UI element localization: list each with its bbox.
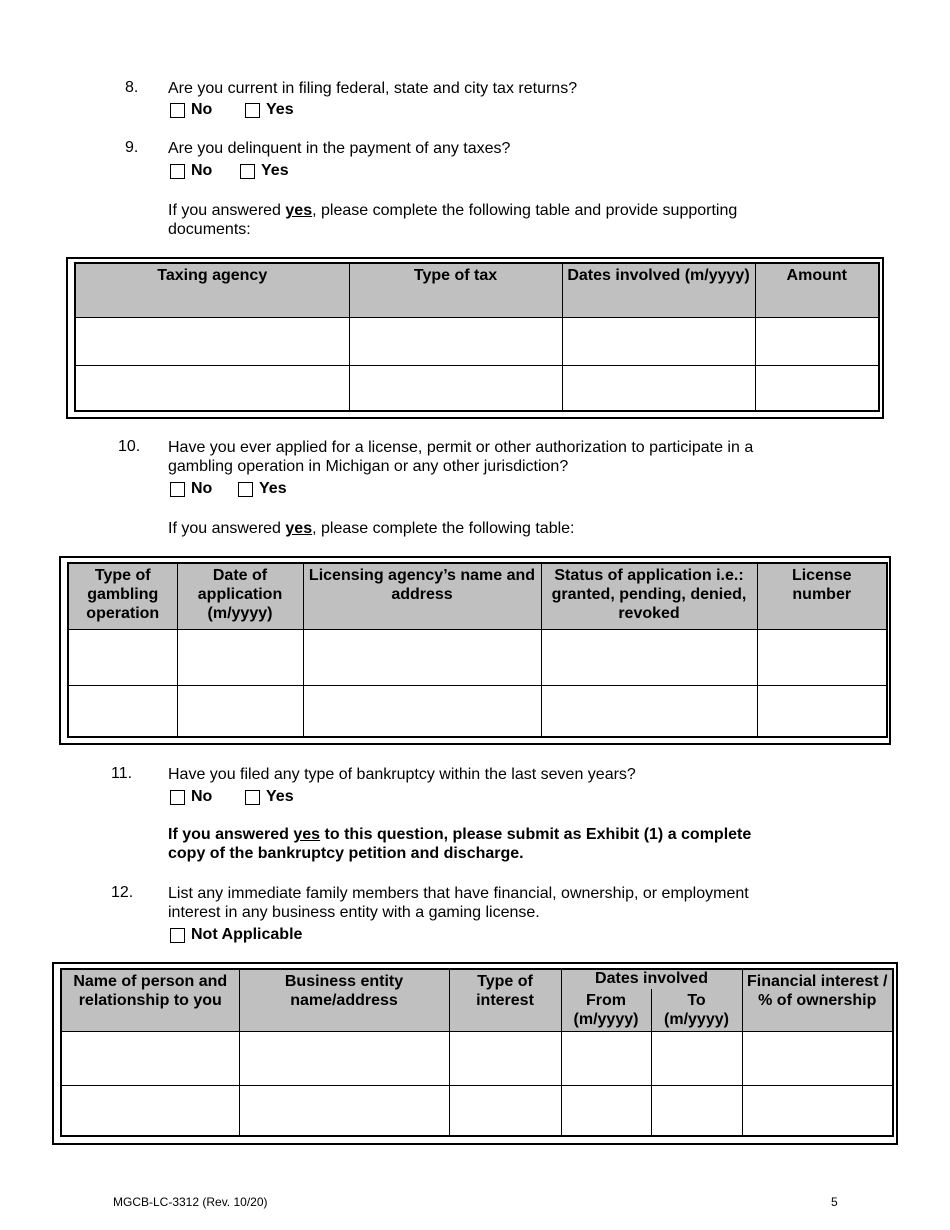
checkbox-box[interactable] <box>245 103 260 118</box>
table-cell[interactable] <box>239 1086 449 1136</box>
q12-not-applicable-checkbox[interactable] <box>170 926 302 944</box>
q8-no-label: No <box>191 101 213 118</box>
q9-number: 9. <box>125 139 139 156</box>
license-table <box>67 562 888 738</box>
table-cell[interactable] <box>177 685 303 737</box>
checkbox-box[interactable] <box>170 928 185 943</box>
col-to: To (m/yyyy) <box>651 989 742 1032</box>
family-interest-table <box>60 968 894 1137</box>
q8-number: 8. <box>125 79 139 96</box>
table-cell[interactable] <box>349 317 562 365</box>
col-amount: Amount <box>755 263 879 317</box>
table-row <box>61 1086 893 1136</box>
table-cell[interactable] <box>742 1086 893 1136</box>
q11-yes-checkbox[interactable] <box>245 788 294 806</box>
table-cell[interactable] <box>239 1032 449 1086</box>
table-cell[interactable] <box>349 365 562 411</box>
q12-number: 12. <box>111 884 134 901</box>
q8-yes-checkbox[interactable] <box>245 101 294 119</box>
q10-text <box>168 438 808 476</box>
table-cell[interactable] <box>562 317 755 365</box>
checkbox-box[interactable] <box>170 790 185 805</box>
form-id: MGCB-LC-3312 (Rev. 10/20) <box>113 1195 268 1209</box>
col-type-of-interest: Type of interest <box>449 969 561 1032</box>
q9-no-label: No <box>191 162 213 179</box>
q10-yes-checkbox[interactable] <box>238 480 287 498</box>
q10-line1: Have you ever applied for a license, permit or other authorization to participate in a <box>168 439 754 456</box>
col-type-of-tax: Type of tax <box>349 263 562 317</box>
q9-text: Are you delinquent in the payment of any taxes? <box>168 140 511 157</box>
table-cell[interactable] <box>755 317 879 365</box>
q12-not-applicable-label: Not Applicable <box>191 926 303 943</box>
q11-note-before: If you answered <box>168 826 294 843</box>
checkbox-box[interactable] <box>238 482 253 497</box>
checkbox-box[interactable] <box>240 164 255 179</box>
table-row <box>75 317 879 365</box>
q10-instr-yes: yes <box>285 520 313 537</box>
q10-instr-after: , please complete the following table: <box>312 520 575 537</box>
q11-text: Have you filed any type of bankruptcy within the last seven years? <box>168 766 636 783</box>
table-cell[interactable] <box>541 629 757 685</box>
q10-instructions <box>168 519 575 538</box>
tax-table <box>74 262 880 412</box>
table-cell[interactable] <box>75 365 349 411</box>
table-cell[interactable] <box>303 629 541 685</box>
q12-line1: List any immediate family members that have financial, ownership, or employment <box>168 885 749 902</box>
table-row <box>68 685 887 737</box>
table-cell[interactable] <box>75 317 349 365</box>
table-cell[interactable] <box>68 685 177 737</box>
q9-no-checkbox[interactable] <box>170 162 212 180</box>
col-taxing-agency: Taxing agency <box>75 263 349 317</box>
q10-no-label: No <box>191 480 213 497</box>
table-cell[interactable] <box>68 629 177 685</box>
q8-text: Are you current in filing federal, state and city tax returns? <box>168 80 578 97</box>
col-from: From (m/yyyy) <box>561 989 651 1032</box>
q9-instr-after: , please complete the following table and provide supporting <box>312 202 738 219</box>
q8-yes-label: Yes <box>266 101 294 118</box>
q11-exhibit-note <box>168 825 828 863</box>
q11-note-yes: yes <box>293 826 321 843</box>
q10-yes-label: Yes <box>259 480 287 497</box>
col-licensing-agency: Licensing agency’s name and address <box>303 563 541 629</box>
col-business-entity: Business entity name/address <box>239 969 449 1032</box>
q9-yes-checkbox[interactable] <box>240 162 289 180</box>
table-row <box>75 365 879 411</box>
q12-text <box>168 884 828 922</box>
q9-yes-label: Yes <box>261 162 289 179</box>
q10-no-checkbox[interactable] <box>170 480 212 498</box>
q9-instr-before: If you answered <box>168 202 286 219</box>
table-cell[interactable] <box>177 629 303 685</box>
table-cell[interactable] <box>61 1032 239 1086</box>
q11-note-line2: copy of the bankruptcy petition and discharge. <box>168 845 524 862</box>
col-status-of-application: Status of application i.e.: granted, pending, denied, revoked <box>541 563 757 629</box>
col-name-of-person: Name of person and relationship to you <box>61 969 239 1032</box>
table-cell[interactable] <box>303 685 541 737</box>
table-cell[interactable] <box>541 685 757 737</box>
q11-note-after: to this question, please submit as Exhibit (1) a complete <box>320 826 752 843</box>
page-number: 5 <box>831 1195 838 1209</box>
table-cell[interactable] <box>742 1032 893 1086</box>
col-license-number: License number <box>757 563 887 629</box>
q9-instr-yes: yes <box>285 202 313 219</box>
table-row <box>61 1032 893 1086</box>
table-cell[interactable] <box>561 1086 651 1136</box>
q10-line2: gambling operation in Michigan or any other jurisdiction? <box>168 458 569 475</box>
table-cell[interactable] <box>651 1032 742 1086</box>
q12-line2: interest in any business entity with a gaming license. <box>168 904 540 921</box>
table-cell[interactable] <box>757 629 887 685</box>
table-cell[interactable] <box>61 1086 239 1136</box>
table-cell[interactable] <box>755 365 879 411</box>
table-cell[interactable] <box>561 1032 651 1086</box>
q10-instr-before: If you answered <box>168 520 286 537</box>
table-cell[interactable] <box>757 685 887 737</box>
checkbox-box[interactable] <box>170 164 185 179</box>
table-cell[interactable] <box>651 1086 742 1136</box>
q11-no-label: No <box>191 788 213 805</box>
col-dates-involved: Dates involved (m/yyyy) <box>562 263 755 317</box>
q11-number: 11. <box>111 765 133 782</box>
table-cell[interactable] <box>449 1032 561 1086</box>
q9-instructions <box>168 201 808 239</box>
col-financial-interest: Financial interest / % of ownership <box>742 969 893 1032</box>
checkbox-box[interactable] <box>170 482 185 497</box>
q11-no-checkbox[interactable] <box>170 788 212 806</box>
table-cell[interactable] <box>562 365 755 411</box>
q11-yes-label: Yes <box>266 788 294 805</box>
table-row <box>68 629 887 685</box>
checkbox-box[interactable] <box>245 790 260 805</box>
col-date-of-application: Date of application (m/yyyy) <box>177 563 303 629</box>
checkbox-box[interactable] <box>170 103 185 118</box>
col-dates-involved: Dates involved <box>561 969 742 989</box>
q10-number: 10. <box>118 438 141 455</box>
q8-no-checkbox[interactable] <box>170 101 212 119</box>
col-type-of-gambling-operation: Type of gambling operation <box>68 563 177 629</box>
q9-instr-line2: documents: <box>168 221 251 238</box>
table-cell[interactable] <box>449 1086 561 1136</box>
